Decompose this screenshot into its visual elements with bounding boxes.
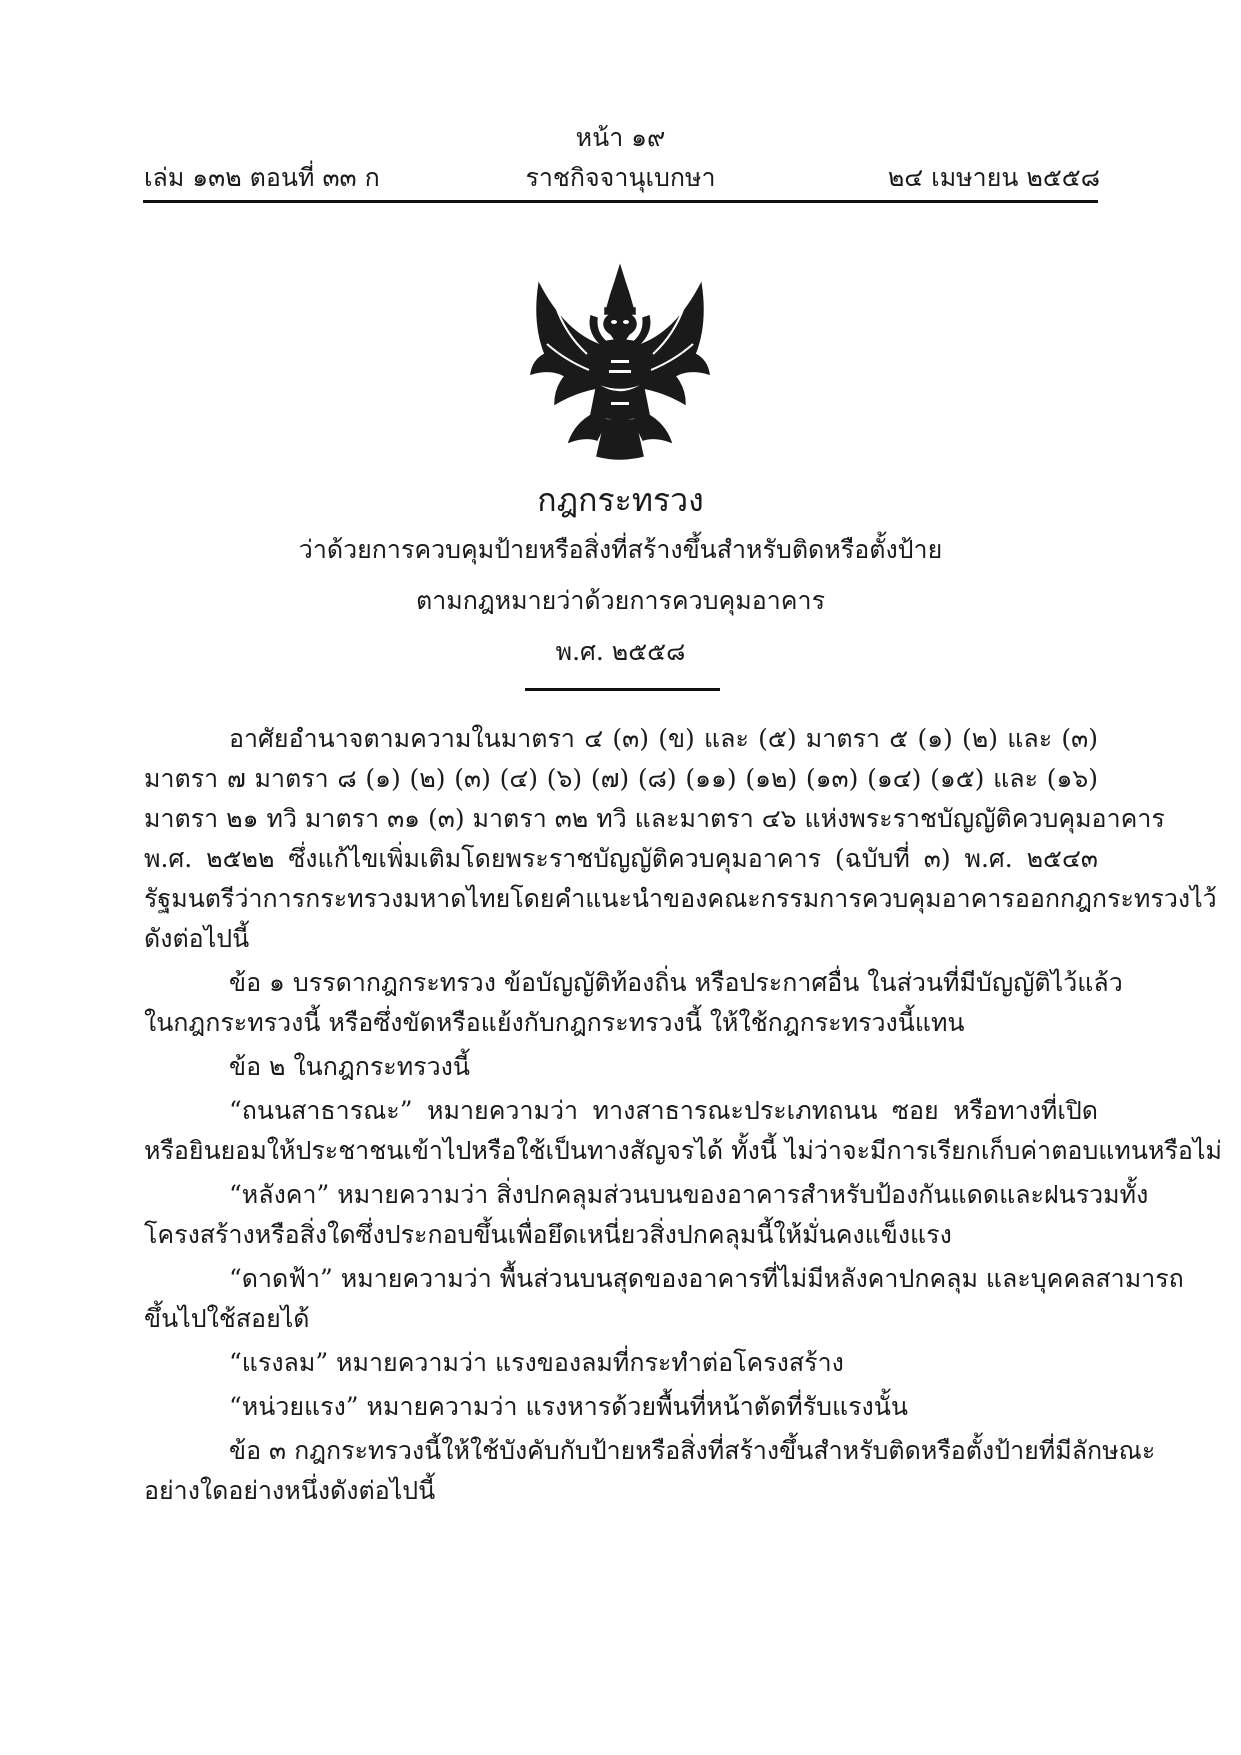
preamble-line: อาศัยอำนาจตามความในมาตรา ๔ (๓) (ข) และ (๕) มาตรา ๕ (๑) (๒) และ (๓)	[229, 724, 1098, 753]
garuda-emblem-icon	[525, 264, 715, 464]
clause-3-line: ข้อ ๓ กฎกระทรวงนี้ให้ใช้บังคับกับป้ายหรือสิ่งที่สร้างขึ้นสำหรับติดหรือตั้งป้ายที่มีลักษณะ	[229, 1436, 1156, 1465]
definition-line: หรือยินยอมให้ประชาชนเข้าไปหรือใช้เป็นทางสัญจรได้ ทั้งนี้ ไม่ว่าจะมีการเรียกเก็บค่าตอบแทนหรือไม่	[144, 1136, 1222, 1165]
header-rule	[143, 200, 1098, 203]
definition-line: “หลังคา” หมายความว่า สิ่งปกคลุมส่วนบนของอาคารสำหรับป้องกันแดดและฝนรวมทั้ง	[229, 1180, 1149, 1209]
title-subject-line2: ตามกฎหมายว่าด้วยการควบคุมอาคาร	[416, 586, 825, 615]
clause-2-line: ข้อ ๒ ในกฎกระทรวงนี้	[229, 1052, 470, 1081]
gazette-name: ราชกิจจานุเบกษา	[525, 163, 716, 192]
definition-line: “หน่วยแรง” หมายความว่า แรงหารด้วยพื้นที่หน้าตัดที่รับแรงนั้น	[229, 1392, 908, 1421]
preamble-line: มาตรา ๗ มาตรา ๘ (๑) (๒) (๓) (๔) (๖) (๗) (๘) (๑๑) (๑๒) (๑๓) (๑๔) (๑๕) และ (๑๖)	[144, 764, 1098, 793]
definition-line: “แรงลม” หมายความว่า แรงของลมที่กระทำต่อโครงสร้าง	[229, 1348, 844, 1377]
publication-date: ๒๔ เมษายน ๒๕๕๘	[887, 163, 1100, 192]
preamble-line: รัฐมนตรีว่าการกระทรวงมหาดไทยโดยคำแนะนำของคณะกรรมการควบคุมอาคารออกกฎกระทรวงไว้	[144, 884, 1217, 913]
preamble-line: ดังต่อไปนี้	[144, 924, 250, 953]
preamble-line: มาตรา ๒๑ ทวิ มาตรา ๓๑ (๓) มาตรา ๓๒ ทวิ และมาตรา ๔๖ แห่งพระราชบัญญัติควบคุมอาคาร	[144, 804, 1165, 833]
title-rule	[525, 688, 720, 691]
title-subject-line1: ว่าด้วยการควบคุมป้ายหรือสิ่งที่สร้างขึ้นสำหรับติดหรือตั้งป้าย	[298, 535, 943, 564]
title-year: พ.ศ. ๒๕๕๘	[555, 637, 686, 666]
clause-3-line: อย่างใดอย่างหนึ่งดังต่อไปนี้	[144, 1476, 436, 1505]
document-title: กฎกระทรวง	[537, 481, 704, 519]
definition-line: “ถนนสาธารณะ” หมายความว่า ทางสาธารณะประเภทถนน ซอย หรือทางที่เปิด	[229, 1096, 1098, 1125]
preamble-line: พ.ศ. ๒๕๒๒ ซึ่งแก้ไขเพิ่มเติมโดยพระราชบัญญัติควบคุมอาคาร (ฉบับที่ ๓) พ.ศ. ๒๕๔๓	[144, 844, 1098, 873]
clause-1-line: ข้อ ๑ บรรดากฎกระทรวง ข้อบัญญัติท้องถิ่น หรือประกาศอื่น ในส่วนที่มีบัญญัติไว้แล้ว	[229, 968, 1123, 997]
page-number: หน้า ๑๙	[575, 123, 666, 152]
volume-issue: เล่ม ๑๓๒ ตอนที่ ๓๓ ก	[144, 163, 380, 192]
definition-line: “ดาดฟ้า” หมายความว่า พื้นส่วนบนสุดของอาคารที่ไม่มีหลังคาปกคลุม และบุคคลสามารถ	[229, 1264, 1184, 1293]
clause-1-line: ในกฎกระทรวงนี้ หรือซึ่งขัดหรือแย้งกับกฎกระทรวงนี้ ให้ใช้กฎกระทรวงนี้แทน	[144, 1008, 965, 1037]
definition-line: โครงสร้างหรือสิ่งใดซึ่งประกอบขึ้นเพื่อยึดเหนี่ยวสิ่งปกคลุมนี้ให้มั่นคงแข็งแรง	[144, 1220, 952, 1249]
definition-line: ขึ้นไปใช้สอยได้	[144, 1304, 310, 1333]
